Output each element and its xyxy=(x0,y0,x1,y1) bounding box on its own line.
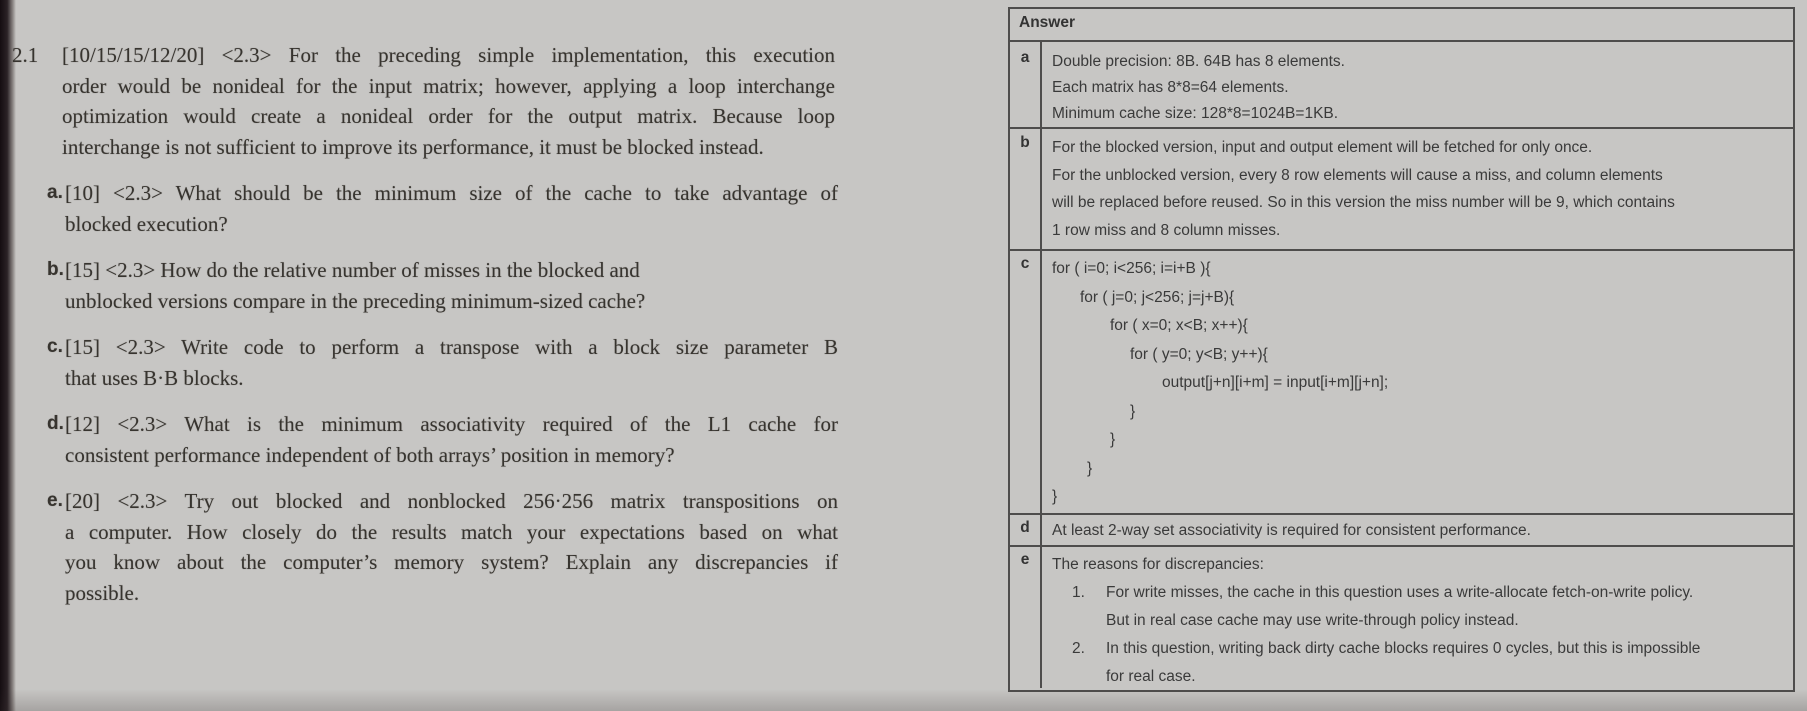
item-line: [15] <2.3> Write code to perform a transpose with a block size parameter B xyxy=(65,335,838,359)
row-content-b xyxy=(1042,129,1793,249)
row-content-a xyxy=(1042,42,1793,127)
item-body xyxy=(1106,579,1785,635)
answer-line: Double precision: 8B. 64B has 8 elements. xyxy=(1052,53,1345,70)
question-item-list xyxy=(47,178,842,608)
answer-line: For the blocked version, input and output element will be fetched for only once. xyxy=(1052,139,1593,156)
code-line: for ( i=0; i<256; i=i+B ){ xyxy=(1052,260,1211,277)
row-label-d: d xyxy=(1010,515,1042,545)
item-label: b. xyxy=(47,259,64,280)
code-line: output[j+n][i+m] = input[i+m][j+n]; xyxy=(1162,374,1389,391)
item-label: d. xyxy=(47,413,64,434)
answer-table-header xyxy=(1010,9,1793,40)
answer-row-b xyxy=(1010,127,1793,249)
answer-table xyxy=(1008,7,1795,692)
answer-header-label: Answer xyxy=(1019,14,1075,31)
question-number: 2.1 xyxy=(12,43,39,67)
row-content-e xyxy=(1042,547,1793,688)
item-line: [12] <2.3> What is the minimum associativity required of the L1 cache for xyxy=(65,412,838,436)
item-line: blocked execution? xyxy=(65,211,228,236)
question-item-a xyxy=(47,178,842,239)
question-item-c xyxy=(47,332,842,393)
numbered-item-1 xyxy=(1052,579,1785,635)
item-line: [10] <2.3> What should be the minimum size of the cache to take advantage of xyxy=(65,181,838,205)
answer-line: For the unblocked version, every 8 row elements will cause a miss, and column elements xyxy=(1052,166,1663,184)
item-line: that uses B·B blocks. xyxy=(65,365,244,390)
answer-line: The reasons for discrepancies: xyxy=(1052,556,1264,573)
item-line: possible. xyxy=(65,580,140,605)
intro-line: order would be nonideal for the input matrix; however, applying a loop interchange xyxy=(62,73,835,98)
item-line: you know about the computer’s memory system? Explain any discrepancies if xyxy=(65,550,838,574)
code-line: } xyxy=(1110,431,1116,448)
answer-line: will be replaced before reused. So in this version the miss number will be 9, which contains xyxy=(1052,194,1675,211)
answer-line: But in real case cache may use write-through policy instead. xyxy=(1106,612,1519,629)
intro-line: interchange is not sufficient to improve its performance, it must be blocked instead. xyxy=(62,134,764,159)
row-content-c xyxy=(1042,251,1793,513)
item-line: unblocked versions compare in the preceding minimum-sized cache? xyxy=(65,288,646,313)
item-text xyxy=(65,486,838,608)
item-label: a. xyxy=(47,182,63,203)
answer-line: Minimum cache size: 128*8=1024B=1KB. xyxy=(1052,105,1339,122)
item-line: consistent performance independent of both arrays’ position in memory? xyxy=(65,442,675,467)
item-text xyxy=(65,409,838,470)
code-line: for ( j=0; j<256; j=j+B){ xyxy=(1080,288,1235,306)
answer-row-c xyxy=(1010,249,1793,513)
answer-line: for real case. xyxy=(1106,668,1196,685)
item-label: c. xyxy=(47,336,63,357)
item-line: [20] <2.3> Try out blocked and nonblocked 256·256 matrix transpositions on xyxy=(65,489,838,513)
answer-line: At least 2-way set associativity is required for consistent performance. xyxy=(1052,522,1531,539)
code-line: } xyxy=(1052,488,1058,505)
question-item-d xyxy=(47,409,842,470)
row-label-e: e xyxy=(1010,547,1042,688)
answer-row-d xyxy=(1010,513,1793,545)
question-intro xyxy=(62,40,835,162)
code-line: for ( y=0; y<B; y++){ xyxy=(1130,345,1268,363)
answer-line: Each matrix has 8*8=64 elements. xyxy=(1052,79,1289,96)
row-label-c: c xyxy=(1010,251,1042,513)
answer-row-e xyxy=(1010,545,1793,688)
answer-line: 1 row miss and 8 column misses. xyxy=(1052,221,1281,239)
code-line: for ( x=0; x<B; x++){ xyxy=(1110,317,1248,334)
item-text xyxy=(65,332,838,393)
item-text xyxy=(65,255,838,316)
item-number: 2. xyxy=(1072,640,1085,657)
item-label: e. xyxy=(47,490,63,511)
item-body xyxy=(1106,635,1785,691)
item-text xyxy=(65,178,838,239)
intro-line: [10/15/15/12/20] <2.3> For the preceding simple implementation, this execution xyxy=(62,43,835,67)
item-number: 1. xyxy=(1072,584,1085,601)
answer-row-a xyxy=(1010,40,1793,127)
item-line: a computer. How closely do the results match your expectations based on what xyxy=(65,519,838,544)
answer-line: For write misses, the cache in this question uses a write-allocate fetch-on-write policy. xyxy=(1106,584,1694,601)
code-line: } xyxy=(1087,459,1093,477)
numbered-item-2 xyxy=(1052,635,1785,691)
row-label-b: b xyxy=(1010,129,1042,249)
code-line: } xyxy=(1130,402,1136,420)
intro-line: optimization would create a nonideal order for the output matrix. Because loop xyxy=(62,104,835,128)
answer-line: In this question, writing back dirty cache blocks requires 0 cycles, but this is impossible xyxy=(1106,640,1701,657)
question-item-e xyxy=(47,486,842,608)
question-section xyxy=(12,40,842,608)
question-item-b xyxy=(47,255,842,316)
row-label-a: a xyxy=(1010,42,1042,127)
item-line: [15] <2.3> How do the relative number of misses in the blocked and xyxy=(65,258,640,282)
row-content-d xyxy=(1042,515,1793,545)
